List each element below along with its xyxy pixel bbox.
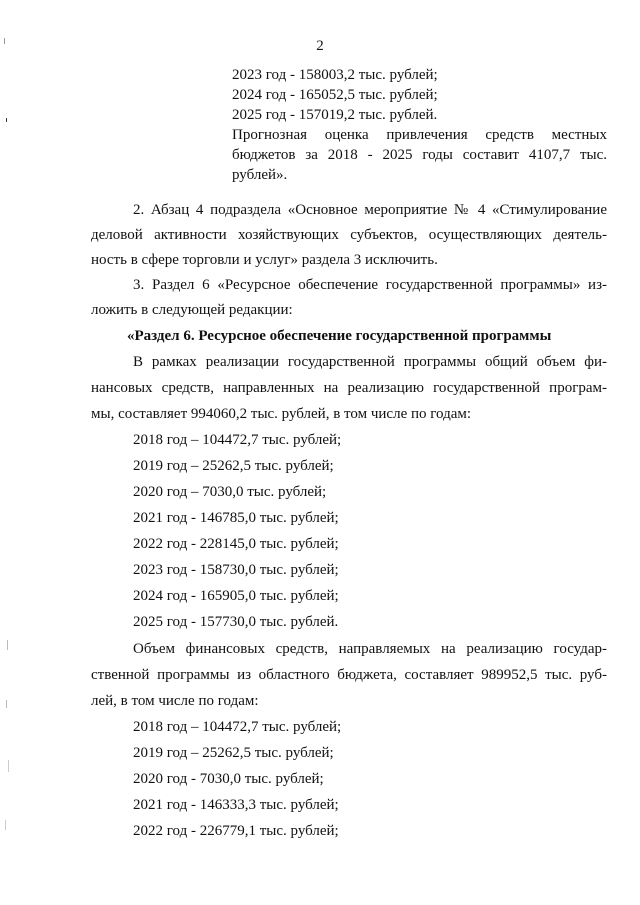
text-line: 2024 год - 165052,5 тыс. рублей; bbox=[232, 87, 438, 103]
year-line: 2025 год - 157730,0 тыс. рублей. bbox=[133, 614, 339, 630]
year-line: 2021 год - 146785,0 тыс. рублей; bbox=[133, 510, 339, 526]
scan-speck bbox=[6, 700, 7, 708]
year-line: 2018 год – 104472,7 тыс. рублей; bbox=[133, 432, 342, 448]
text-line: бюджетов за 2018 - 2025 годы составит 4107,7 тыс. bbox=[232, 147, 607, 163]
text-line: мы, составляет 994060,2 тыс. рублей, в том числе по годам: bbox=[91, 406, 472, 422]
text-line: рублей». bbox=[232, 167, 288, 183]
year-line: 2023 год - 158730,0 тыс. рублей; bbox=[133, 562, 339, 578]
year-line: 2020 год – 7030,0 тыс. рублей; bbox=[133, 484, 327, 500]
text-line: ственной программы из областного бюджета, составляет 989952,5 тыс. руб- bbox=[91, 667, 607, 683]
text-line: В рамках реализации государственной программы общий объем фи- bbox=[133, 354, 607, 370]
year-line: 2019 год – 25262,5 тыс. рублей; bbox=[133, 458, 334, 474]
text-line: 2023 год - 158003,2 тыс. рублей; bbox=[232, 67, 438, 83]
year-line: 2020 год - 7030,0 тыс. рублей; bbox=[133, 771, 324, 787]
text-line: 2. Абзац 4 подраздела «Основное мероприятие № 4 «Стимулирование bbox=[133, 202, 607, 218]
text-line: Объем финансовых средств, направляемых на реализацию государ- bbox=[133, 641, 607, 657]
scan-speck bbox=[7, 640, 8, 650]
text-line: 2025 год - 157019,2 тыс. рублей. bbox=[232, 107, 438, 123]
text-line: 3. Раздел 6 «Ресурсное обеспечение государственной программы» из- bbox=[133, 277, 607, 293]
scan-speck bbox=[5, 820, 6, 830]
year-line: 2021 год - 146333,3 тыс. рублей; bbox=[133, 797, 339, 813]
page-number: 2 bbox=[316, 38, 324, 54]
year-line: 2019 год – 25262,5 тыс. рублей; bbox=[133, 745, 334, 761]
text-line: Прогнозная оценка привлечения средств местных bbox=[232, 127, 607, 143]
text-line: лей, в том числе по годам: bbox=[91, 693, 259, 709]
text-line: деловой активности хозяйствующих субъектов, осуществляющих деятель- bbox=[91, 227, 607, 243]
year-line: 2024 год - 165905,0 тыс. рублей; bbox=[133, 588, 339, 604]
text-line: нансовых средств, направленных на реализацию государственной програм- bbox=[91, 380, 607, 396]
year-line: 2018 год – 104472,7 тыс. рублей; bbox=[133, 719, 342, 735]
year-line: 2022 год - 226779,1 тыс. рублей; bbox=[133, 823, 339, 839]
text-line: ложить в следующей редакции: bbox=[91, 302, 293, 318]
year-line: 2022 год - 228145,0 тыс. рублей; bbox=[133, 536, 339, 552]
section-heading: «Раздел 6. Ресурсное обеспечение государственной программы bbox=[127, 328, 552, 344]
text-line: ность в сфере торговли и услуг» раздела 3 исключить. bbox=[91, 252, 438, 268]
scan-speck bbox=[6, 118, 7, 122]
scan-speck bbox=[8, 760, 9, 772]
scan-speck bbox=[4, 38, 5, 44]
